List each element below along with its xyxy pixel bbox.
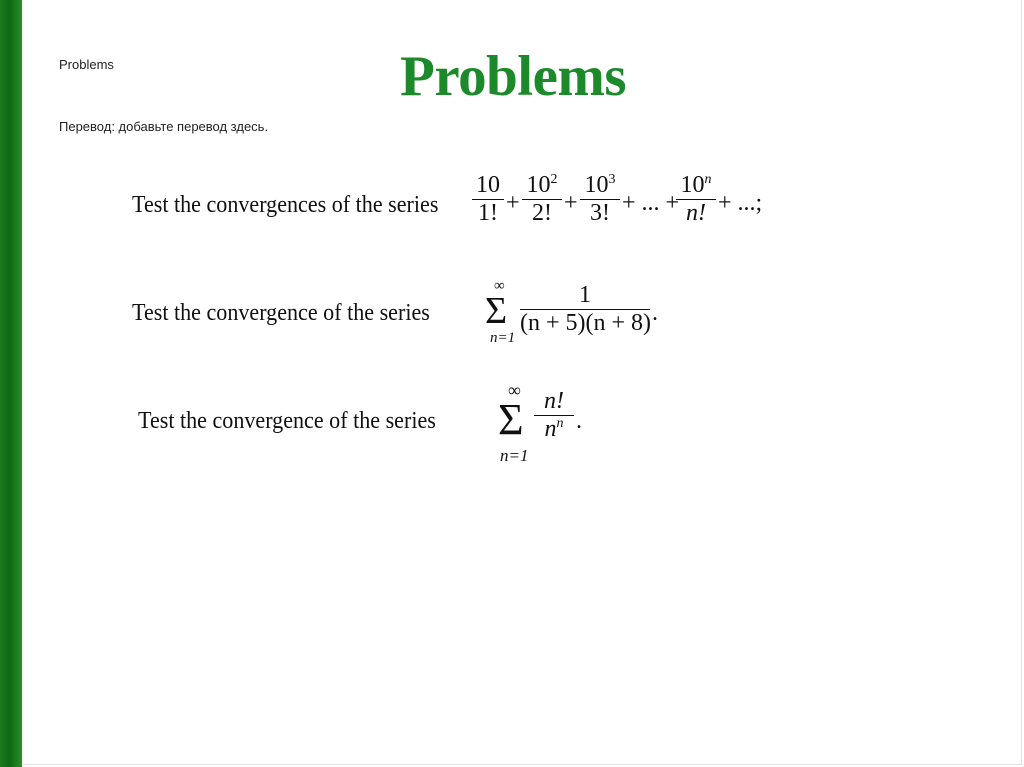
term-3-fraction bbox=[580, 172, 620, 227]
term-1-numerator: 10 bbox=[476, 172, 500, 198]
period: . bbox=[576, 408, 582, 434]
period: . bbox=[652, 300, 658, 326]
sum-lower-limit: n=1 bbox=[490, 330, 516, 346]
series-tail: + ...; bbox=[718, 190, 763, 216]
term-n-numerator: 10$^n$ bbox=[680, 172, 712, 198]
term-2-denominator: 2! bbox=[532, 200, 552, 226]
ellipsis-plus: + ... + bbox=[622, 190, 680, 216]
sigma-symbol: Σ bbox=[498, 395, 524, 444]
summand-denominator: $n^n$ bbox=[544, 416, 564, 442]
summand-fraction bbox=[534, 388, 574, 443]
problem-1-text: Test the convergences of the series bbox=[132, 192, 439, 218]
sum-lower-limit: n=1 bbox=[500, 446, 529, 465]
summand-fraction bbox=[520, 282, 650, 337]
slide-title: Problems bbox=[400, 45, 627, 108]
term-3-denominator: 3! bbox=[590, 200, 610, 226]
problem-3-text: Test the convergence of the series bbox=[138, 408, 436, 434]
term-2-fraction bbox=[522, 172, 562, 227]
plus-1: + bbox=[506, 190, 520, 216]
caption-title: Problems bbox=[59, 57, 114, 72]
problem-3 bbox=[138, 380, 598, 470]
term-1-fraction bbox=[472, 172, 504, 227]
term-2-numerator: $10^2$ bbox=[526, 172, 558, 198]
summand-denominator: (n + 5)(n + 8) bbox=[520, 310, 652, 336]
sum-upper-limit: ∞ bbox=[494, 278, 505, 294]
sigma-symbol: Σ bbox=[485, 290, 508, 332]
term-3-numerator: $10^3$ bbox=[584, 172, 616, 198]
term-n-denominator: n! bbox=[686, 200, 706, 226]
problem-2 bbox=[132, 278, 692, 354]
caption-translation: Перевод: добавьте перевод здесь. bbox=[59, 119, 269, 134]
summand-numerator: 1 bbox=[579, 282, 591, 308]
problem-2-text: Test the convergence of the series bbox=[132, 300, 430, 326]
summand-numerator: n! bbox=[544, 388, 564, 414]
sum-upper-limit: ∞ bbox=[508, 380, 521, 400]
problem-1 bbox=[132, 168, 772, 248]
slide-accent-bar bbox=[0, 0, 22, 767]
term-1-denominator: 1! bbox=[478, 200, 498, 226]
plus-2: + bbox=[564, 190, 578, 216]
term-n-fraction bbox=[676, 172, 716, 227]
